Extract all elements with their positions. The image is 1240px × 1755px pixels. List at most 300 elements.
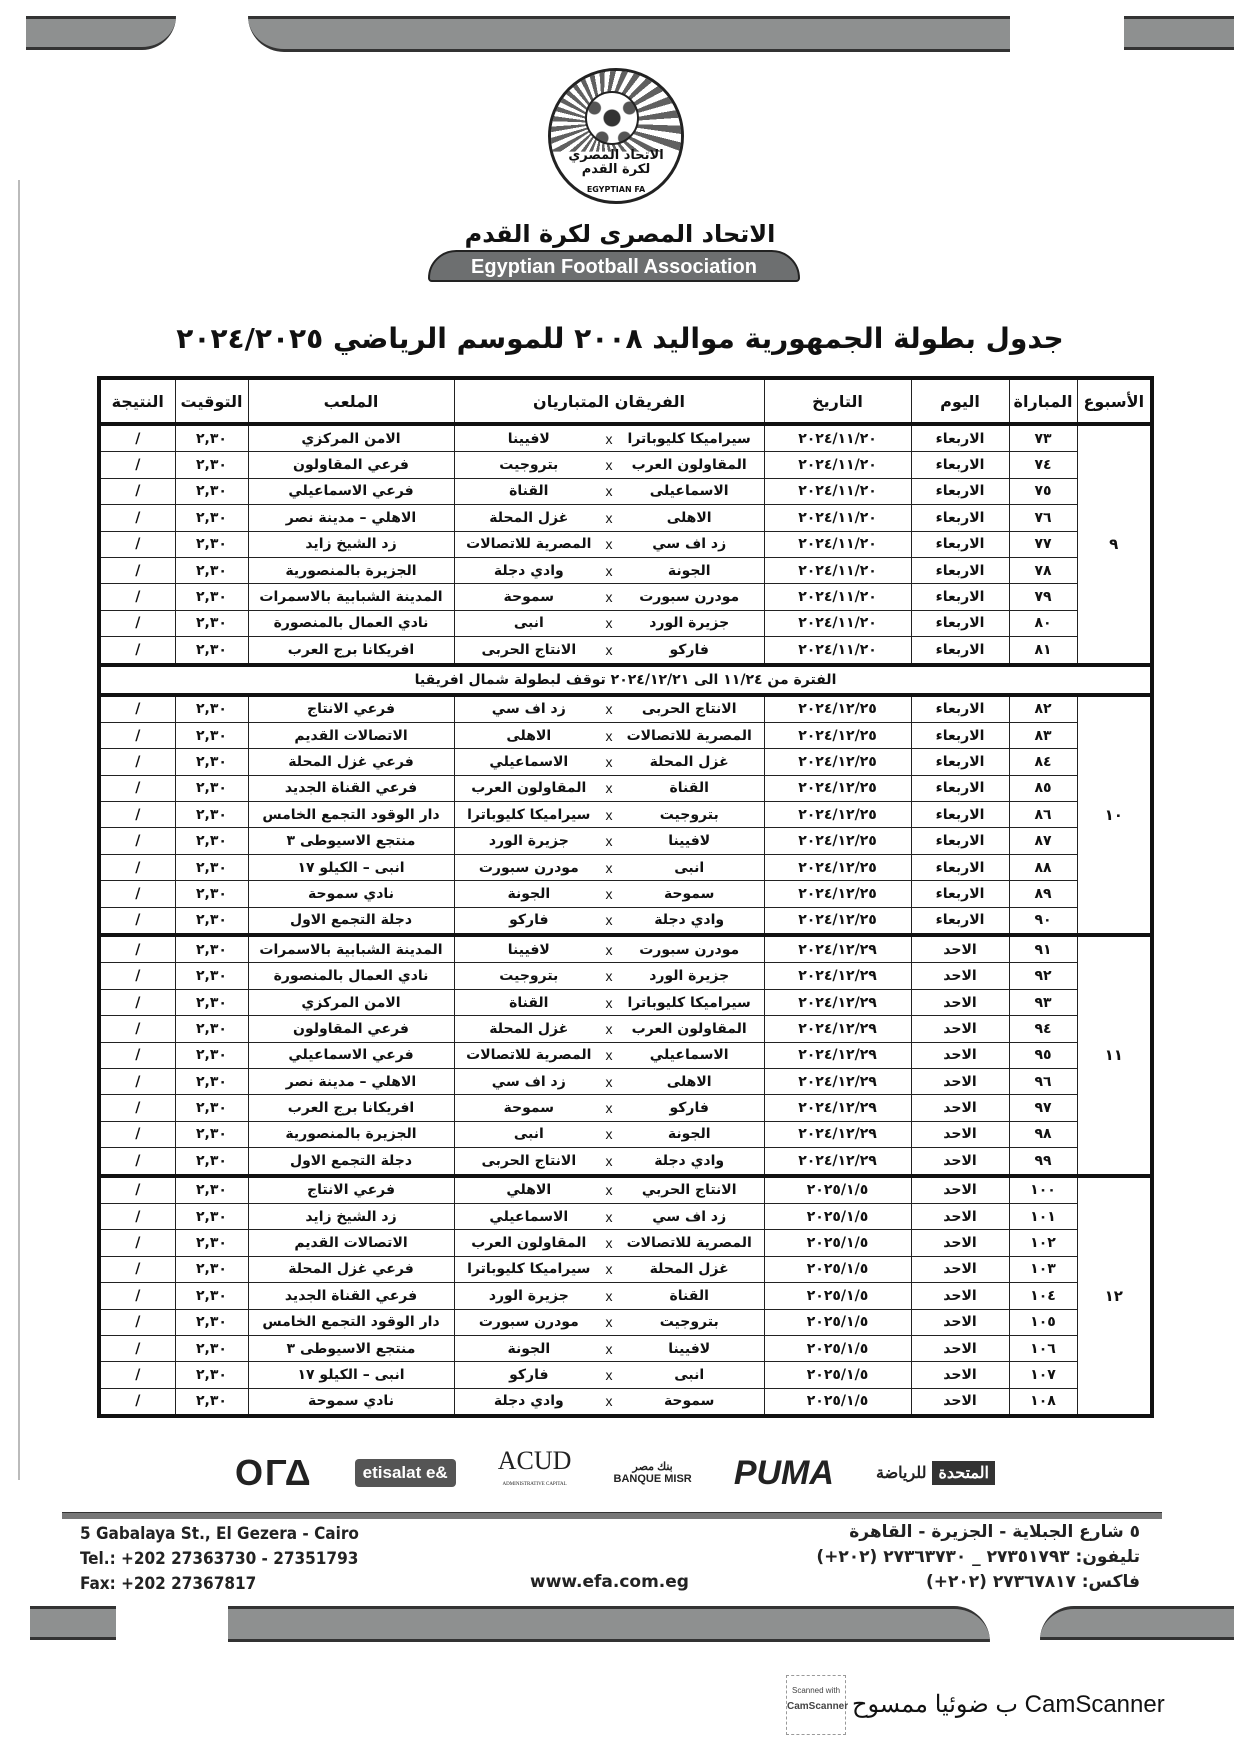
match-time: ٢,٣٠	[175, 610, 248, 636]
address-line-en: 5 Gabalaya St., El Gezera - Cairo	[80, 1524, 359, 1544]
acud-name: ACUD	[497, 1446, 572, 1475]
match-date: ٢٠٢٤/١١/٢٠	[764, 610, 911, 636]
versus-mark: x	[605, 701, 613, 718]
away-team: فاركو	[509, 912, 549, 929]
away-team: المقاولون العرب	[471, 780, 587, 797]
match-date: ٢٠٢٤/١٢/٢٥	[764, 722, 911, 748]
match-date: ٢٠٢٤/١٢/٢٩	[764, 963, 911, 989]
match-result: /	[99, 881, 175, 907]
scan-edge-line	[18, 180, 20, 1480]
match-number: ٨٧	[1009, 828, 1077, 854]
teams-pair	[455, 1021, 764, 1037]
match-date: ٢٠٢٤/١٢/٢٩	[764, 1095, 911, 1121]
home-team: المصرية للاتصالات	[626, 727, 752, 744]
table-row	[99, 854, 1152, 880]
match-result: /	[99, 557, 175, 583]
match-time: ٢,٣٠	[175, 828, 248, 854]
camscanner-watermark: CamScanner ب ضوئيا ممسوح	[852, 1691, 1165, 1718]
table-row	[99, 881, 1152, 907]
away-team: لافيينا	[507, 941, 550, 958]
match-stadium: زد الشيخ زايد	[248, 1203, 454, 1229]
match-result: /	[99, 854, 175, 880]
versus-mark: x	[605, 457, 613, 474]
match-time: ٢,٣٠	[175, 1176, 248, 1204]
match-teams	[454, 1203, 764, 1229]
versus-mark: x	[605, 994, 613, 1011]
efa-logo	[548, 68, 684, 204]
match-date: ٢٠٢٤/١٢/٢٥	[764, 775, 911, 801]
home-team: الاهلى	[666, 1073, 712, 1090]
match-number: ٧٩	[1009, 584, 1077, 610]
table-row	[99, 452, 1152, 478]
versus-mark: x	[605, 1261, 613, 1278]
teams-pair	[455, 431, 764, 447]
col-date: التاريخ	[764, 378, 911, 424]
teams-pair	[455, 1126, 764, 1142]
match-day: الاحد	[911, 1121, 1009, 1147]
footer-divider	[62, 1512, 1162, 1519]
match-number: ٧٨	[1009, 557, 1077, 583]
match-teams	[454, 1283, 764, 1309]
fax-en: Fax: +202 27367817	[80, 1574, 257, 1594]
match-date: ٢٠٢٥/١/٥	[764, 1176, 911, 1204]
teams-pair	[455, 1341, 764, 1357]
home-team: مودرن سبورت	[639, 941, 740, 958]
versus-mark: x	[605, 968, 613, 985]
match-date: ٢٠٢٤/١١/٢٠	[764, 637, 911, 665]
teams-pair	[455, 754, 764, 770]
match-result: /	[99, 505, 175, 531]
table-row	[99, 1176, 1152, 1204]
match-number: ٨٤	[1009, 749, 1077, 775]
home-team: جزيرة الورد	[649, 968, 730, 985]
acud-logo	[497, 1446, 572, 1497]
match-time: ٢,٣٠	[175, 1309, 248, 1335]
home-team: الجونة	[667, 1126, 711, 1143]
match-number: ١٠٣	[1009, 1256, 1077, 1282]
table-row	[99, 1388, 1152, 1416]
away-team: غزل المحلة	[489, 509, 569, 526]
match-stadium: منتجع الاسيوطى ٣	[248, 1335, 454, 1361]
org-name-ar: الاتحاد المصرى لكرة القدم	[464, 220, 776, 248]
match-teams	[454, 1388, 764, 1416]
match-time: ٢,٣٠	[175, 1230, 248, 1256]
match-day: الاحد	[911, 1203, 1009, 1229]
match-time: ٢,٣٠	[175, 963, 248, 989]
match-result: /	[99, 1148, 175, 1176]
ora-logo: ОΓΔ	[235, 1452, 313, 1493]
sponsors-strip	[235, 1448, 995, 1498]
fixtures-body	[99, 424, 1152, 1416]
versus-mark: x	[605, 912, 613, 929]
away-team: الجونة	[507, 885, 551, 902]
table-row	[99, 505, 1152, 531]
match-number: ١٠٤	[1009, 1283, 1077, 1309]
match-time: ٢,٣٠	[175, 557, 248, 583]
match-number: ٨٣	[1009, 722, 1077, 748]
match-result: /	[99, 802, 175, 828]
match-teams	[454, 1256, 764, 1282]
away-team: سموحة	[503, 589, 555, 606]
teams-pair	[455, 807, 764, 823]
match-result: /	[99, 1068, 175, 1094]
org-name-en: Egyptian Football Association	[428, 250, 800, 282]
teams-pair	[455, 701, 764, 717]
match-day: الاحد	[911, 1068, 1009, 1094]
versus-mark: x	[605, 1208, 613, 1225]
match-number: ٩٠	[1009, 907, 1077, 935]
table-row	[99, 557, 1152, 583]
versus-mark: x	[605, 509, 613, 526]
match-teams	[454, 722, 764, 748]
table-row	[99, 775, 1152, 801]
match-time: ٢,٣٠	[175, 637, 248, 665]
table-row	[99, 610, 1152, 636]
col-time: التوقيت	[175, 378, 248, 424]
teams-pair	[455, 886, 764, 902]
match-time: ٢,٣٠	[175, 802, 248, 828]
versus-mark: x	[605, 1020, 613, 1037]
away-team: سيراميكا كليوباترا	[467, 1261, 591, 1278]
versus-mark: x	[605, 1047, 613, 1064]
home-team: سيراميكا كليوباترا	[627, 430, 751, 447]
match-time: ٢,٣٠	[175, 935, 248, 963]
match-stadium: افريكانا برج العرب	[248, 1095, 454, 1121]
table-row	[99, 1042, 1152, 1068]
versus-mark: x	[605, 859, 613, 876]
match-stadium: نادي سموحة	[248, 1388, 454, 1416]
match-day: الاحد	[911, 1362, 1009, 1388]
home-team: المصرية للاتصالات	[626, 1235, 752, 1252]
match-number: ١٠٢	[1009, 1230, 1077, 1256]
match-result: /	[99, 1283, 175, 1309]
match-date: ٢٠٢٤/١٢/٢٩	[764, 1121, 911, 1147]
match-date: ٢٠٢٤/١١/٢٠	[764, 557, 911, 583]
teams-pair	[455, 642, 764, 658]
match-teams	[454, 531, 764, 557]
table-row	[99, 802, 1152, 828]
match-date: ٢٠٢٤/١١/٢٠	[764, 584, 911, 610]
match-stadium: نادي العمال بالمنصورة	[248, 963, 454, 989]
match-stadium: الجزيرة بالمنصورية	[248, 557, 454, 583]
match-teams	[454, 935, 764, 963]
teams-pair	[455, 833, 764, 849]
match-teams	[454, 584, 764, 610]
match-number: ٩٦	[1009, 1068, 1077, 1094]
match-teams	[454, 637, 764, 665]
away-team: بتروجيت	[499, 968, 559, 985]
match-number: ٨٠	[1009, 610, 1077, 636]
away-team: القناة	[509, 994, 549, 1011]
match-teams	[454, 1095, 764, 1121]
match-time: ٢,٣٠	[175, 907, 248, 935]
teams-pair	[455, 995, 764, 1011]
match-teams	[454, 963, 764, 989]
match-number: ٨١	[1009, 637, 1077, 665]
match-teams	[454, 505, 764, 531]
match-date: ٢٠٢٥/١/٥	[764, 1256, 911, 1282]
match-stadium: المدينة الشبابية بالاسمرات	[248, 935, 454, 963]
match-time: ٢,٣٠	[175, 749, 248, 775]
match-date: ٢٠٢٥/١/٥	[764, 1388, 911, 1416]
table-row	[99, 907, 1152, 935]
match-stadium: دار الوقود التجمع الخامس	[248, 802, 454, 828]
match-result: /	[99, 610, 175, 636]
match-teams	[454, 1016, 764, 1042]
match-stadium: فرعي الانتاج	[248, 1176, 454, 1204]
teams-pair	[455, 1393, 764, 1409]
home-team: وادي دجلة	[654, 1152, 725, 1169]
match-number: ٩٩	[1009, 1148, 1077, 1176]
home-team: الانتاج الحربي	[641, 1182, 737, 1199]
home-team: غزل المحلة	[649, 1261, 729, 1278]
teams-pair	[455, 510, 764, 526]
match-stadium: زد الشيخ زايد	[248, 531, 454, 557]
match-result: /	[99, 1121, 175, 1147]
match-number: ١٠١	[1009, 1203, 1077, 1229]
website-link[interactable]: www.efa.com.eg	[530, 1572, 689, 1592]
match-date: ٢٠٢٤/١١/٢٠	[764, 452, 911, 478]
away-team: لافيينا	[507, 430, 550, 447]
table-row	[99, 749, 1152, 775]
address-ar	[816, 1520, 1140, 1595]
address-en	[80, 1522, 359, 1597]
match-date: ٢٠٢٤/١٢/٢٥	[764, 749, 911, 775]
match-day: الاربعاء	[911, 881, 1009, 907]
match-teams	[454, 478, 764, 504]
match-date: ٢٠٢٥/١/٥	[764, 1230, 911, 1256]
match-day: الاربعاء	[911, 695, 1009, 723]
home-team: سموحة	[663, 1393, 715, 1410]
match-day: الاربعاء	[911, 478, 1009, 504]
versus-mark: x	[605, 833, 613, 850]
away-team: مودرن سبورت	[478, 1314, 579, 1331]
match-stadium: انبى – الكيلو ١٧	[248, 854, 454, 880]
match-day: الاحد	[911, 1256, 1009, 1282]
match-date: ٢٠٢٤/١١/٢٠	[764, 505, 911, 531]
match-time: ٢,٣٠	[175, 1068, 248, 1094]
match-teams	[454, 610, 764, 636]
match-time: ٢,٣٠	[175, 775, 248, 801]
match-time: ٢,٣٠	[175, 1335, 248, 1361]
home-team: زد اف سي	[652, 536, 727, 553]
match-teams	[454, 1309, 764, 1335]
versus-mark: x	[605, 615, 613, 632]
table-row	[99, 1230, 1152, 1256]
versus-mark: x	[605, 1287, 613, 1304]
match-day: الاربعاء	[911, 452, 1009, 478]
badge-top-text: Scanned with	[791, 1686, 841, 1695]
match-day: الاربعاء	[911, 802, 1009, 828]
match-time: ٢,٣٠	[175, 1256, 248, 1282]
banque-misr-ar: بنك مصر	[632, 1461, 673, 1473]
versus-mark: x	[605, 1126, 613, 1143]
match-date: ٢٠٢٤/١٢/٢٥	[764, 907, 911, 935]
match-time: ٢,٣٠	[175, 881, 248, 907]
match-number: ٩٢	[1009, 963, 1077, 989]
table-row	[99, 424, 1152, 452]
match-number: ٨٨	[1009, 854, 1077, 880]
football-icon	[585, 91, 639, 145]
match-number: ٨٩	[1009, 881, 1077, 907]
home-team: سيراميكا كليوباترا	[627, 994, 751, 1011]
match-day: الاربعاء	[911, 610, 1009, 636]
match-stadium: المدينة الشبابية بالاسمرات	[248, 584, 454, 610]
home-team: لافيينا	[668, 1340, 711, 1357]
versus-mark: x	[605, 1314, 613, 1331]
match-day: الاحد	[911, 963, 1009, 989]
teams-pair	[455, 563, 764, 579]
match-stadium: فرعي غزل المحلة	[248, 1256, 454, 1282]
teams-pair	[455, 457, 764, 473]
match-number: ٧٥	[1009, 478, 1077, 504]
match-date: ٢٠٢٤/١١/٢٠	[764, 478, 911, 504]
match-day: الاربعاء	[911, 854, 1009, 880]
match-teams	[454, 881, 764, 907]
match-stadium: فرعي القناة الجديد	[248, 775, 454, 801]
match-result: /	[99, 1362, 175, 1388]
away-team: زد اف سي	[491, 1073, 566, 1090]
match-teams	[454, 749, 764, 775]
table-row	[99, 1121, 1152, 1147]
teams-pair	[455, 536, 764, 552]
match-day: الاربعاء	[911, 637, 1009, 665]
match-day: الاحد	[911, 935, 1009, 963]
table-row	[99, 828, 1152, 854]
home-team: المقاولون العرب	[631, 457, 747, 474]
versus-mark: x	[605, 483, 613, 500]
match-number: ٩٤	[1009, 1016, 1077, 1042]
teams-pair	[455, 589, 764, 605]
match-day: الاربعاء	[911, 557, 1009, 583]
home-team: الاهلى	[666, 509, 712, 526]
table-header-row	[99, 378, 1152, 424]
match-date: ٢٠٢٤/١٢/٢٥	[764, 695, 911, 723]
match-time: ٢,٣٠	[175, 989, 248, 1015]
match-number: ٧٧	[1009, 531, 1077, 557]
away-team: الاسماعيلي	[489, 753, 569, 770]
versus-mark: x	[605, 1340, 613, 1357]
match-number: ٩٣	[1009, 989, 1077, 1015]
match-stadium: الاهلي – مدينة نصر	[248, 505, 454, 531]
home-team: مودرن سبورت	[639, 589, 740, 606]
col-week: الأسبوع	[1077, 378, 1152, 424]
tel-ar: تليفون: ٢٧٣٥١٧٩٣ _ ٢٧٣٦٣٧٣٠ (٢٠٢+)	[816, 1547, 1140, 1567]
away-team: سيراميكا كليوباترا	[467, 806, 591, 823]
versus-mark: x	[605, 1100, 613, 1117]
table-row	[99, 637, 1152, 665]
match-teams	[454, 828, 764, 854]
match-day: الاحد	[911, 1095, 1009, 1121]
match-number: ٩٨	[1009, 1121, 1077, 1147]
camscanner-badge	[786, 1675, 849, 1735]
match-teams	[454, 1335, 764, 1361]
match-result: /	[99, 749, 175, 775]
match-date: ٢٠٢٥/١/٥	[764, 1283, 911, 1309]
match-result: /	[99, 989, 175, 1015]
away-team: المصرية للاتصالات	[466, 1047, 592, 1064]
week-number: ١١	[1077, 935, 1152, 1176]
match-result: /	[99, 722, 175, 748]
match-number: ١٠٧	[1009, 1362, 1077, 1388]
away-team: المصرية للاتصالات	[466, 536, 592, 553]
match-result: /	[99, 907, 175, 935]
teams-pair	[455, 483, 764, 499]
match-result: /	[99, 1203, 175, 1229]
home-team: فاركو	[669, 1100, 709, 1117]
acud-subtitle: ADMINISTRATIVE CAPITAL	[502, 1482, 567, 1487]
teams-pair	[455, 1100, 764, 1116]
teams-pair	[455, 1074, 764, 1090]
match-number: ٨٥	[1009, 775, 1077, 801]
table-row	[99, 584, 1152, 610]
table-row	[99, 963, 1152, 989]
away-team: الاسماعيلي	[489, 1208, 569, 1225]
badge-brand: CamScanner	[787, 1701, 849, 1712]
home-team: بتروجيت	[659, 806, 719, 823]
match-day: الاربعاء	[911, 505, 1009, 531]
match-result: /	[99, 935, 175, 963]
match-stadium: الاتصالات القديم	[248, 722, 454, 748]
versus-mark: x	[605, 727, 613, 744]
match-stadium: دجلة التجمع الاول	[248, 907, 454, 935]
match-day: الاربعاء	[911, 424, 1009, 452]
match-date: ٢٠٢٤/١٢/٢٩	[764, 989, 911, 1015]
week-number: ١٠	[1077, 695, 1152, 936]
match-day: الاحد	[911, 1016, 1009, 1042]
match-day: الاحد	[911, 1335, 1009, 1361]
match-date: ٢٠٢٤/١٢/٢٩	[764, 935, 911, 963]
home-team: الاسماعيلي	[649, 1047, 729, 1064]
home-team: المقاولون العرب	[631, 1020, 747, 1037]
away-team: القناة	[509, 483, 549, 500]
teams-pair	[455, 780, 764, 796]
match-result: /	[99, 637, 175, 665]
match-teams	[454, 1362, 764, 1388]
match-stadium: نادي العمال بالمنصورة	[248, 610, 454, 636]
match-teams	[454, 1230, 764, 1256]
match-teams	[454, 989, 764, 1015]
tel-en: Tel.: +202 27363730 - 27351793	[80, 1549, 359, 1569]
match-time: ٢,٣٠	[175, 1095, 248, 1121]
home-team: الاسماعيلى	[649, 483, 729, 500]
match-stadium: الامن المركزي	[248, 989, 454, 1015]
away-team: سموحة	[503, 1100, 555, 1117]
match-day: الاربعاء	[911, 775, 1009, 801]
match-stadium: انبى – الكيلو ١٧	[248, 1362, 454, 1388]
match-stadium: الاتصالات القديم	[248, 1230, 454, 1256]
home-team: انبى	[674, 859, 705, 876]
match-number: ٨٢	[1009, 695, 1077, 723]
match-teams	[454, 695, 764, 723]
match-result: /	[99, 584, 175, 610]
away-team: الجونة	[507, 1340, 551, 1357]
col-teams: الفريقان المتباريان	[454, 378, 764, 424]
match-stadium: نادي سموحة	[248, 881, 454, 907]
teams-pair	[455, 912, 764, 928]
col-stadium: الملعب	[248, 378, 454, 424]
match-date: ٢٠٢٥/١/٥	[764, 1362, 911, 1388]
away-team: زد اف سي	[491, 701, 566, 718]
versus-mark: x	[605, 1073, 613, 1090]
away-team: الانتاج الحربى	[481, 1152, 577, 1169]
break-row	[99, 665, 1152, 695]
away-team: الاهلى	[506, 727, 552, 744]
teams-pair	[455, 968, 764, 984]
match-result: /	[99, 695, 175, 723]
away-team: فاركو	[509, 1366, 549, 1383]
match-result: /	[99, 1335, 175, 1361]
